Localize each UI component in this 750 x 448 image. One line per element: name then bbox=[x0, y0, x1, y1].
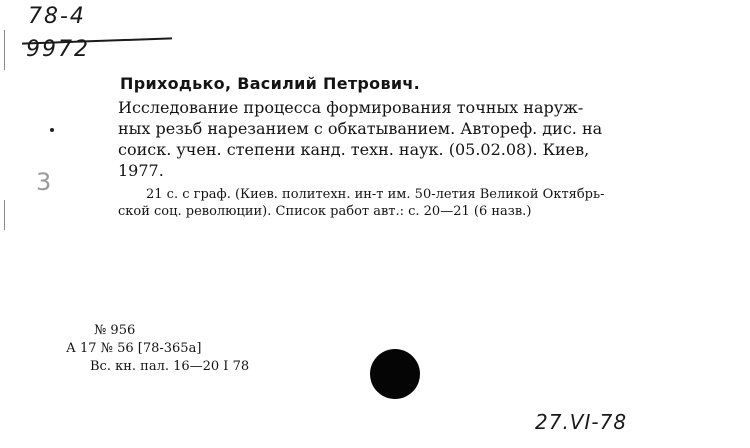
accession-code: А 17 № 56 [78-365а] bbox=[66, 341, 202, 356]
handwritten-corner-mark: 3 bbox=[36, 168, 54, 196]
card-edge-mark bbox=[4, 200, 5, 230]
handwritten-number: 9972 bbox=[26, 37, 90, 62]
author-heading: Приходько, Василий Петрович. bbox=[120, 74, 421, 93]
punch-hole bbox=[370, 349, 420, 399]
accession-number: № 956 bbox=[94, 323, 136, 338]
publication-line: 21 с. с граф. (Киев. политехн. ин-т им. 50-летия Великой Октябрь- bbox=[146, 187, 605, 202]
accession-chamber-ref: Вс. кн. пал. 16—20 I 78 bbox=[90, 359, 250, 374]
handwritten-code: 78-4 bbox=[28, 4, 86, 29]
handwritten-date: 27.VI-78 bbox=[535, 410, 628, 434]
publication-details bbox=[118, 186, 718, 220]
margin-dot bbox=[50, 128, 54, 132]
title-line: Исследование процесса формирования точных наруж- bbox=[118, 98, 584, 117]
title-line: соиск. учен. степени канд. техн. наук. (05.02.08). Киев, bbox=[118, 140, 590, 159]
title-line: 1977. bbox=[118, 161, 164, 180]
publication-line: ской соц. революции). Список работ авт.: с. 20—21 (6 назв.) bbox=[118, 204, 532, 219]
card-edge-mark bbox=[4, 30, 5, 70]
title-line: ных резьб нарезанием с обкатыванием. Автореф. дис. на bbox=[118, 119, 603, 138]
title-block bbox=[118, 97, 718, 181]
